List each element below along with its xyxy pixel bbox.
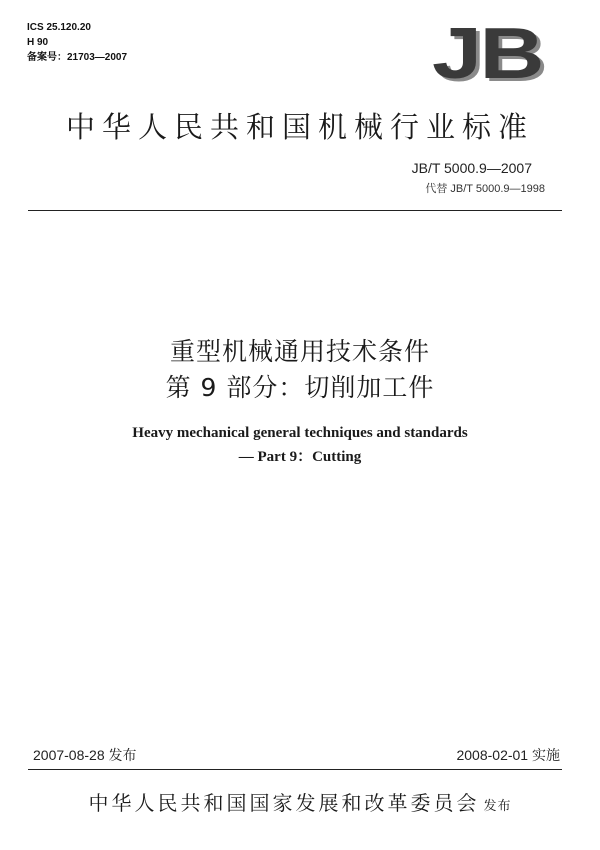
- title-cn-line1: 重型机械通用技术条件: [169, 337, 430, 366]
- class-code: H 90: [27, 37, 49, 48]
- classification-block: [27, 20, 127, 65]
- standard-code: JB/T 5000.9—2007: [411, 160, 532, 176]
- bottom-divider: [28, 769, 562, 770]
- title-en-line1: Heavy mechanical general techniques and standards: [132, 425, 468, 441]
- jb-logo: JB: [431, 14, 543, 94]
- ics-code: ICS 25.120.20: [27, 22, 91, 33]
- issuer-name: 中华人民共和国国家发展和改革委员会: [88, 791, 480, 815]
- issuer-suffix: 发布: [483, 799, 512, 814]
- top-divider: [28, 210, 562, 211]
- filing-number: 备案号：21703—2007: [27, 52, 128, 63]
- issuer: [0, 787, 600, 816]
- title-cn-line2: 第 9 部分：切削加工件: [165, 373, 435, 402]
- implement-date: 2008-02-01 实施: [456, 747, 560, 763]
- title-en-line2: — Part 9：Cutting: [238, 449, 362, 465]
- publish-date: 2007-08-28 发布: [33, 747, 137, 763]
- replaces-standard: 代替 JB/T 5000.9—1998: [425, 183, 545, 195]
- standard-category-title: 中华人民共和国机械行业标准: [65, 110, 534, 144]
